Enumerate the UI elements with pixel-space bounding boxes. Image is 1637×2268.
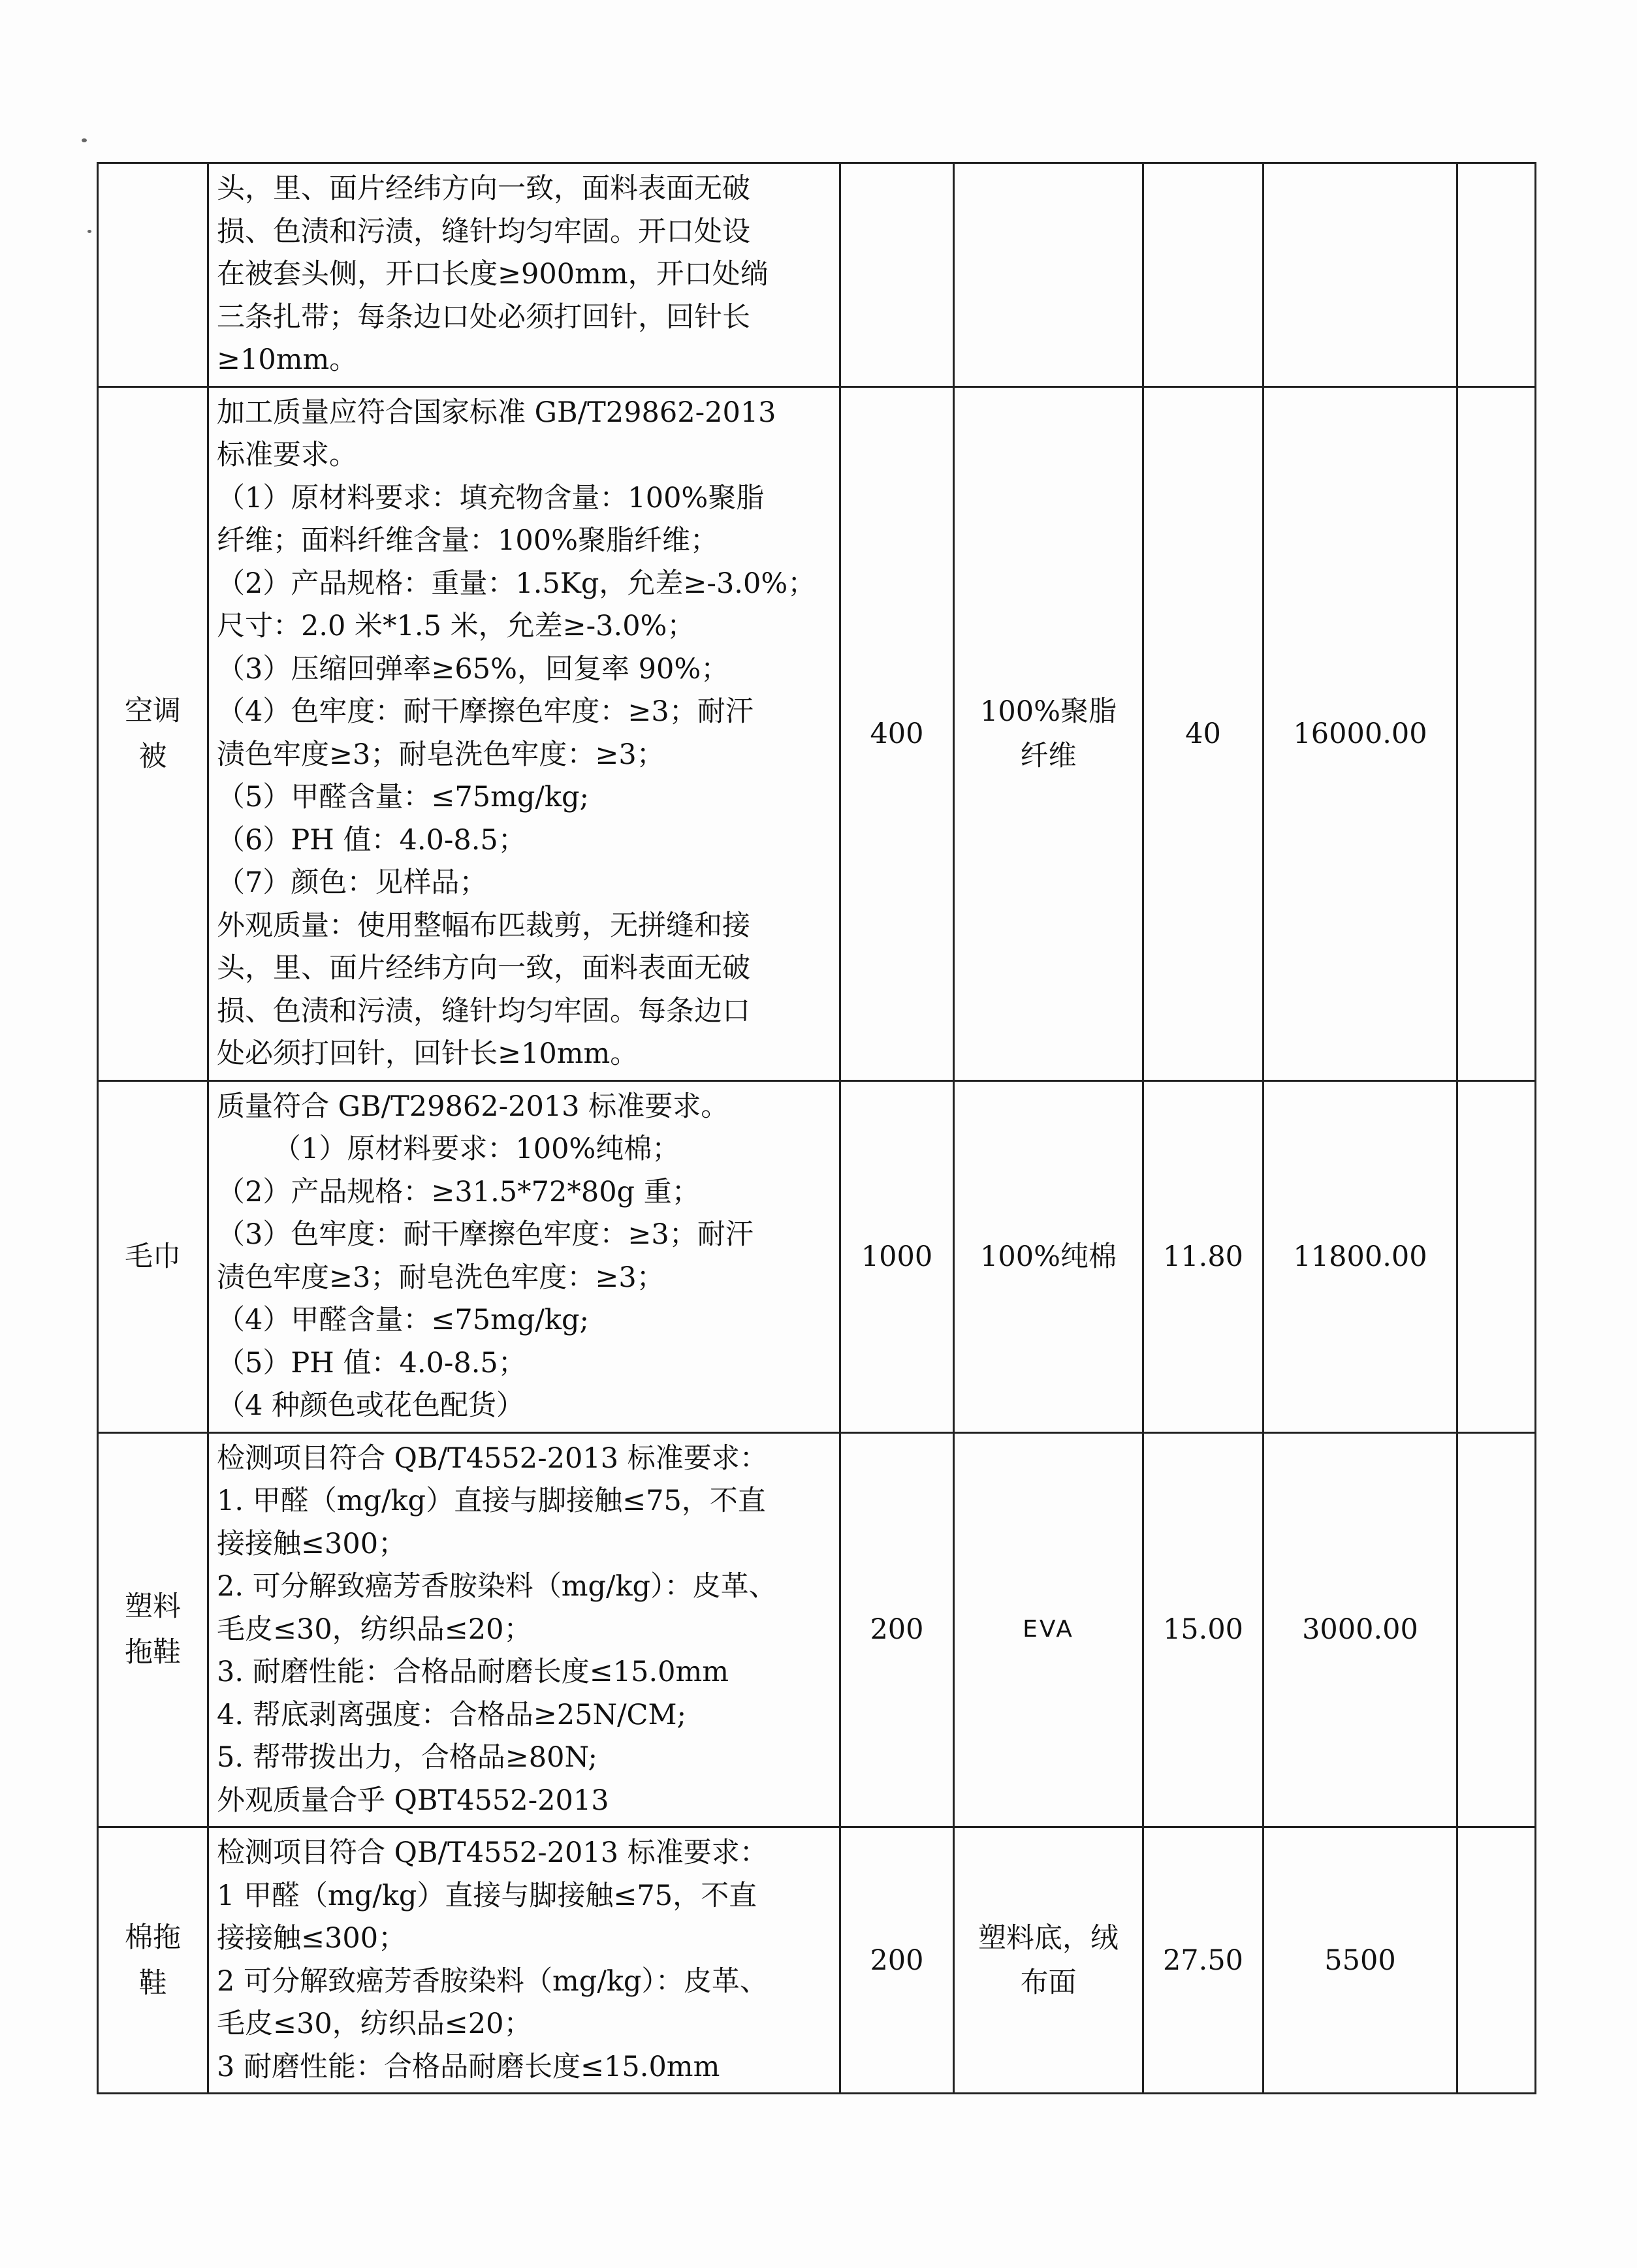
spec-line: 1 甲醛（mg/kg）直接与脚接触≤75，不直 [217,1879,757,1912]
item-name-cell [98,1432,208,1827]
item-name-line: 拖鞋 [125,1636,181,1669]
spec-line: 加工质量应符合国家标准 GB/T29862-2013 [217,396,776,429]
note-cell [1457,1827,1536,2094]
total-cell: 16000.00 [1264,386,1457,1080]
item-name-line: 被 [138,740,167,773]
total-cell [1264,163,1457,387]
note-cell [1457,386,1536,1080]
quantity-cell: 200 [840,1432,954,1827]
material-line: 100%聚脂 [980,695,1117,728]
scan-speck [87,230,91,233]
item-name-line: 毛巾 [125,1240,181,1273]
spec-line: 渍色牢度≥3；耐皂洗色牢度：≥3； [217,738,665,771]
spec-line: 处必须打回针，回针长≥10mm。 [217,1037,639,1070]
spec-line: （4）甲醛含量：≤75mg/kg; [217,1304,589,1336]
item-spec-cell [208,1827,840,2094]
unit-price-cell: 40 [1143,386,1264,1080]
spec-line: 损、色渍和污渍，缝针均匀牢固。每条边口 [217,994,750,1028]
spec-line: （6）PH 值：4.0-8.5； [217,823,526,857]
item-spec-cell [208,386,840,1080]
material-line: 布面 [1020,1966,1077,1999]
spec-line: 外观质量：使用整幅布匹裁剪，无拼缝和接 [217,909,750,942]
spec-line: （7）颜色：见样品； [217,866,488,899]
table-row [98,1080,1536,1432]
item-name-cell [98,163,208,387]
spec-line: （1）原材料要求：100%纯棉； [273,1133,680,1165]
unit-price-cell: 11.80 [1143,1080,1264,1432]
spec-line: （4 种颜色或花色配货） [217,1389,525,1422]
product-spec-table [97,162,1536,2094]
spec-line: 2. 可分解致癌芳香胺染料（mg/kg）：皮革、 [217,1570,777,1603]
spec-line: 渍色牢度≥3；耐皂洗色牢度：≥3； [217,1261,665,1294]
spec-line: ≥10mm。 [217,343,358,376]
spec-line: 检测项目符合 QB/T4552-2013 标准要求： [217,1441,768,1475]
table-row [98,1827,1536,2094]
spec-line: （4）色牢度：耐干摩擦色牢度：≥3；耐汗 [217,695,754,728]
spec-line: 标准要求。 [217,439,357,471]
material-cell [954,1080,1143,1432]
spec-line: （5）PH 值：4.0-8.5； [217,1346,526,1379]
spec-line: 4. 帮底剥离强度：合格品≥25N/CM; [217,1698,686,1731]
quantity-cell: 200 [840,1827,954,2094]
material-cell [954,163,1143,387]
table-row [98,1432,1536,1827]
material-line: 纤维 [1020,739,1077,772]
spec-line: 接接触≤300； [217,1922,407,1955]
note-cell [1457,1432,1536,1827]
item-name-line: 鞋 [138,1966,167,2000]
item-spec-cell [208,1080,840,1432]
spec-line: 质量符合 GB/T29862-2013 标准要求。 [217,1090,729,1123]
unit-price-cell [1143,163,1264,387]
spec-line: 检测项目符合 QB/T4552-2013 标准要求： [217,1836,768,1869]
spec-line: 毛皮≤30，纺织品≤20； [217,1613,532,1646]
item-name-line: 空调 [125,694,181,727]
spec-line: 外观质量合乎 QBT4552-2013 [217,1784,609,1817]
spec-line: 头，里、面片经纬方向一致，面料表面无破 [217,952,750,984]
spec-line: 3 耐磨性能：合格品耐磨长度≤15.0mm [217,2050,720,2083]
material-line: 100%纯棉 [980,1240,1117,1273]
spec-line: 尺寸：2.0 米*1.5 米，允差≥-3.0%； [217,610,695,642]
spec-line: 3. 耐磨性能：合格品耐磨长度≤15.0mm [217,1656,729,1688]
spec-line: 5. 帮带拨出力，合格品≥80N; [217,1741,598,1774]
item-name-line: 棉拖 [125,1921,181,1954]
table-row [98,163,1536,387]
item-name-cell [98,1080,208,1432]
table-row [98,386,1536,1080]
note-cell [1457,163,1536,387]
spec-line: （5）甲醛含量：≤75mg/kg; [217,781,589,813]
item-spec-cell [208,163,840,387]
scan-speck [82,138,87,142]
item-name-line: 塑料 [125,1590,181,1624]
note-cell [1457,1080,1536,1432]
spec-line: 1. 甲醛（mg/kg）直接与脚接触≤75，不直 [217,1485,766,1517]
quantity-cell [840,163,954,387]
spec-line: （3）压缩回弹率≥65%，回复率 90%； [217,652,729,685]
spec-line: 2 可分解致癌芳香胺染料（mg/kg）：皮革、 [217,1964,768,1998]
material-cell [954,1432,1143,1827]
spec-line: 接接触≤300； [217,1527,407,1560]
material-line: EVA [1023,1616,1074,1643]
spec-line: （1）原材料要求：填充物含量：100%聚脂 [217,481,765,514]
material-line: 塑料底，绒 [978,1921,1119,1955]
spec-line: （2）产品规格：≥31.5*72*80g 重； [217,1175,700,1208]
item-spec-cell [208,1432,840,1827]
total-cell: 5500 [1264,1827,1457,2094]
material-cell [954,1827,1143,2094]
spec-line: 头，里、面片经纬方向一致，面料表面无破 [217,172,750,205]
quantity-cell: 1000 [840,1080,954,1432]
quantity-cell: 400 [840,386,954,1080]
spec-line: 纤维；面料纤维含量：100%聚脂纤维； [217,524,718,557]
item-name-cell [98,386,208,1080]
spec-line: （2）产品规格：重量：1.5Kg，允差≥-3.0%； [217,567,816,600]
unit-price-cell: 15.00 [1143,1432,1264,1827]
total-cell: 11800.00 [1264,1080,1457,1432]
spec-line: 损、色渍和污渍，缝针均匀牢固。开口处设 [217,215,750,248]
unit-price-cell: 27.50 [1143,1827,1264,2094]
spec-line: 毛皮≤30，纺织品≤20； [217,2008,532,2040]
spec-line: （3）色牢度：耐干摩擦色牢度：≥3；耐汗 [217,1218,754,1251]
material-cell [954,386,1143,1080]
item-name-cell [98,1827,208,2094]
total-cell: 3000.00 [1264,1432,1457,1827]
spec-line: 三条扎带；每条边口处必须打回针，回针长 [217,300,750,334]
spec-line: 在被套头侧，开口长度≥900mm，开口处绱 [217,258,769,291]
